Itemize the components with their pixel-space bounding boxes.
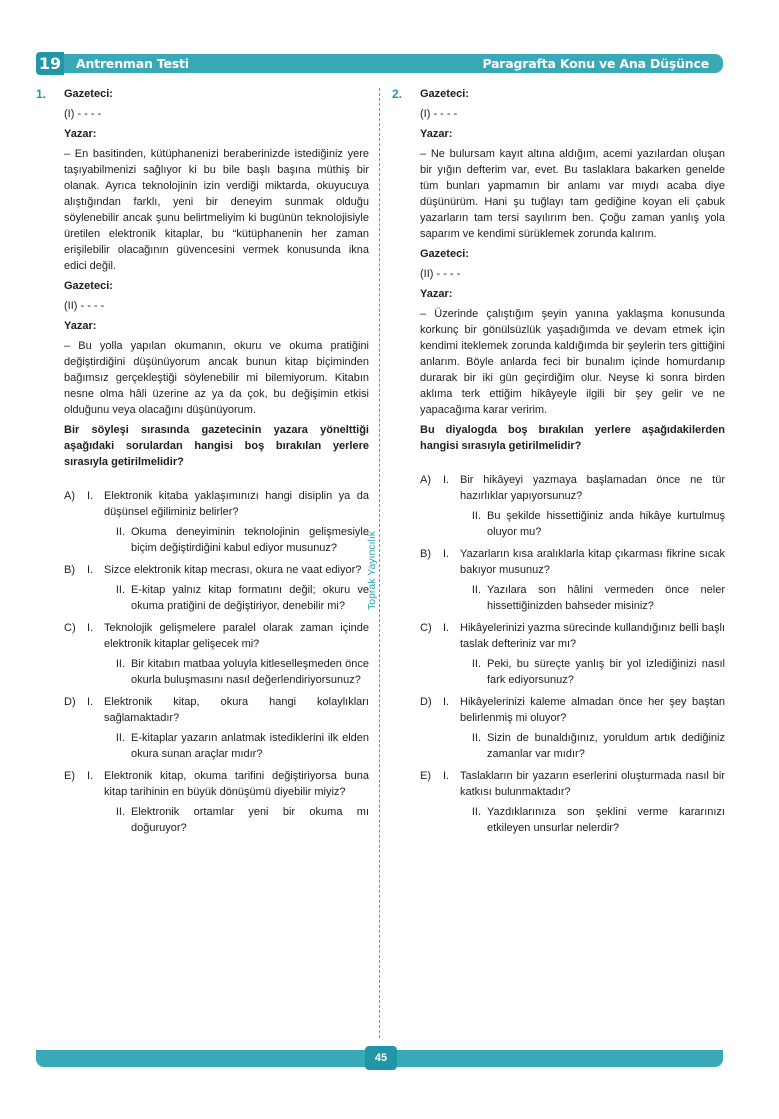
answer-option-part-ii [420,804,725,836]
speaker-label: Yazar: [420,128,453,140]
speaker-label: Gazeteci: [420,88,469,100]
question-stem: Bir söyleşi sırasında gazetecinin yazara yönelttiği aşağıdaki sorulardan hangisi boş bırakılan yerlere sırasıyla getirilmelidir? [64,424,369,468]
answer-option-part-ii [420,508,725,540]
page-number: 45 [365,1046,397,1070]
answer-option-part-ii [64,524,369,556]
option-text-i: Yazarların kısa aralıklarla kitap çıkarması fikrine sıcak bakıyor musunuz? [460,548,725,576]
option-text-ii: Sizin de bunaldığınız, yoruldum artık dediğiniz zamanlar var mıdır? [487,732,725,760]
answer-option[interactable] [420,546,725,578]
option-spacer [80,804,103,836]
roman-numeral: I. [87,564,94,576]
option-text-ii: E-kitap yalnız kitap formatını değil; okuru ve okuma pratiğini de değiştiriyor, denebilir mi? [131,584,369,612]
answer-option[interactable] [64,768,369,800]
answer-option[interactable] [64,620,369,652]
option-text-i: Elektronik kitaba yaklaşımınızı hangi disiplin ya da düşünsel eğiliminiz belirler? [104,490,369,518]
option-text-ii: E-kitaplar yazarın anlatmak istediklerini ilk elden okura sunan araçlar mıdır? [131,732,369,760]
option-text-i: Hikâyelerinizi yazma sürecinde kullandığınız belli başlı taslak defteriniz var mı? [460,622,725,650]
roman-numeral: I. [87,770,94,782]
option-letter: A) [64,490,75,502]
option-spacer [436,508,459,540]
option-letter: D) [420,696,432,708]
answer-option-part-ii [64,804,369,836]
answer-option-part-ii [420,730,725,762]
page-footer [36,1046,723,1070]
option-letter: B) [420,548,431,560]
option-text-ii: Bir kitabın matbaa yoluyla kitleselleşmeden önce okurla buluşmasını nasıl değerlendiriyorsunuz? [131,658,369,686]
option-spacer [80,730,103,762]
topic-title: Paragrafta Konu ve Ana Düşünce [482,56,709,71]
roman-numeral: I. [443,696,450,708]
test-number-badge: 19 [36,52,64,75]
answer-option[interactable] [420,620,725,652]
answer-option[interactable] [420,768,725,800]
dialogue-text: – Bu yolla yapılan okumanın, okuru ve okuma pratiğini değiştirdiğini düşünüyorum ancak bunun kitap biçiminden bağımsız gerçekleştiği söylenebilir mi bilemiyorum. Kitabın nesne olma hâli üzerine az ya da çok, bu değişimin etkisi olduğunu veya olacağını düşünüyorum. [64,340,369,416]
option-text-ii: Peki, bu süreçte yanlış bir yol izlediğinizi nasıl fark ediyorsunuz? [487,658,725,686]
roman-numeral: II. [471,510,481,522]
option-letter: C) [64,622,76,634]
question-2 [420,86,725,842]
option-text-ii: Bu şekilde hissettiğiniz anda hikâye kurtulmuş oluyor mu? [487,510,725,538]
option-text-ii: Elektronik ortamlar yeni bir okuma mı doğuruyor? [131,806,369,834]
option-spacer [80,524,103,556]
blank-marker: (II) - - - - [64,300,105,312]
roman-numeral: II. [115,658,125,670]
option-text-ii: Yazılara son hâlini vermeden önce neler hissettiğinizden bahseder misiniz? [487,584,725,612]
question-number: 2. [392,87,403,101]
roman-numeral: II. [115,584,125,596]
option-text-ii: Yazdıklarınıza son şeklini verme kararınızı etkileyen unsurlar nelerdir? [487,806,725,834]
roman-numeral: II. [115,526,125,538]
roman-numeral: II. [471,806,481,818]
answer-option-part-ii [420,582,725,614]
option-spacer [80,582,103,614]
option-text-i: Bir hikâyeyi yazmaya başlamadan önce ne tür hazırlıklar yapıyorsunuz? [460,474,725,502]
option-letter: E) [420,770,431,782]
answer-option[interactable] [420,694,725,726]
speaker-label: Gazeteci: [64,280,113,292]
roman-numeral: I. [87,490,94,502]
option-spacer [436,656,459,688]
roman-numeral: I. [443,474,450,486]
question-number: 1. [36,87,47,101]
blank-marker: (II) - - - - [420,268,461,280]
option-spacer [436,730,459,762]
dialogue-text: – Ne bulursam kayıt altına aldığım, acemi yazılardan oluşan bir yığın defterim var, evet. Bu taslaklara bakarken genelde tüm bunları yapmamın bir anlamı var mıydı acaba diye düşünürüm. Hani şu tuğlayı tam gediğine koyan eli çabuk yazarların tam tersi sayılırım ben. Çoğu zaman yanlış yola saparım ve kendimi sürüklemek zorunda kalırım. [420,148,725,240]
page-header [36,52,723,74]
roman-numeral: I. [443,548,450,560]
option-letter: E) [64,770,75,782]
answer-option[interactable] [64,562,369,578]
test-title: Antrenman Testi [76,56,189,71]
blank-marker: (I) - - - - [420,108,458,120]
roman-numeral: II. [471,584,481,596]
option-letter: D) [64,696,76,708]
option-spacer [436,582,459,614]
speaker-label: Yazar: [64,320,97,332]
column-divider [379,88,380,1038]
option-text-i: Elektronik kitap, okura hangi kolaylıkları sağlamaktadır? [104,696,369,724]
roman-numeral: I. [87,622,94,634]
speaker-label: Yazar: [64,128,97,140]
roman-numeral: II. [115,806,125,818]
speaker-label: Yazar: [420,288,453,300]
option-spacer [80,656,103,688]
option-text-i: Sizce elektronik kitap mecrası, okura ne vaat ediyor? [104,564,362,576]
answer-option[interactable] [420,472,725,504]
option-text-i: Teknolojik gelişmelere paralel olarak zaman içinde elektronik kitaplar gelişecek mi? [104,622,369,650]
option-letter: A) [420,474,431,486]
option-letter: C) [420,622,432,634]
dialogue-text: – En basitinden, kütüphanenizi beraberinizde istediğiniz yere taşıyabilmenizi sağlıyor ki bu bile başlı başına müthiş bir olanak. Ayrıca teknolojinin izin verdiği miktarda, okuyucuya alıştığından farklı, yeni bir deneyim sunmak olduğu söylenebilir ancak şunu belirtmeliyim ki bugünün teknolojisiyle üretilen elektronik kitaplar, bu “kütüphanenin her zaman erişilebilir olacağının güvencesini vermek konusunda ikna edici değil. [64,148,369,272]
publisher-side-text: Toprak Yayıncılık [366,531,378,610]
answer-option-part-ii [64,730,369,762]
speaker-label: Gazeteci: [420,248,469,260]
option-text-i: Hikâyelerinizi kaleme almadan önce her şey baştan belirlenmiş mi oluyor? [460,696,725,724]
roman-numeral: II. [471,732,481,744]
option-text-ii: Okuma deneyiminin teknolojinin gelişmesiyle biçim değiştirdiğini kabul ediyor musunuz? [131,526,369,554]
answer-option-part-ii [64,656,369,688]
roman-numeral: II. [471,658,481,670]
option-text-i: Taslakların bir yazarın eserlerini oluşturmada nasıl bir katkısı bulunmaktadır? [460,770,725,798]
option-letter: B) [64,564,75,576]
answer-option[interactable] [64,488,369,520]
question-1 [64,86,369,842]
blank-marker: (I) - - - - [64,108,102,120]
answer-option-part-ii [420,656,725,688]
question-stem: Bu diyalogda boş bırakılan yerlere aşağıdakilerden hangisi sırasıyla getirilmelidir? [420,424,725,452]
speaker-label: Gazeteci: [64,88,113,100]
dialogue-text: – Üzerinde çalıştığım şeyin yanına yaklaşma konusunda korkunç bir gönülsüzlük yaşadığımda ve devam etmek için kendimi iteklemek zorunda kaldığımda bir şeylerin ters gittiğini anlarım. Böyle anlarda feci bir bunalım içinde homurdanıp durarak bir iki gün geçirdiğim olur. Neyse ki sonra birden aklıma terk ettiğim hikâyeyle ilgili bir şey gelir ve ne yapacağıma karar veririm. [420,308,725,416]
answer-option-part-ii [64,582,369,614]
roman-numeral: I. [87,696,94,708]
roman-numeral: I. [443,622,450,634]
answer-option[interactable] [64,694,369,726]
option-text-i: Elektronik kitap, okuma tarifini değiştiriyorsa buna kitap tarihinin en büyük dönüşümü diyebilir miyiz? [104,770,369,798]
roman-numeral: I. [443,770,450,782]
option-spacer [436,804,459,836]
roman-numeral: II. [115,732,125,744]
